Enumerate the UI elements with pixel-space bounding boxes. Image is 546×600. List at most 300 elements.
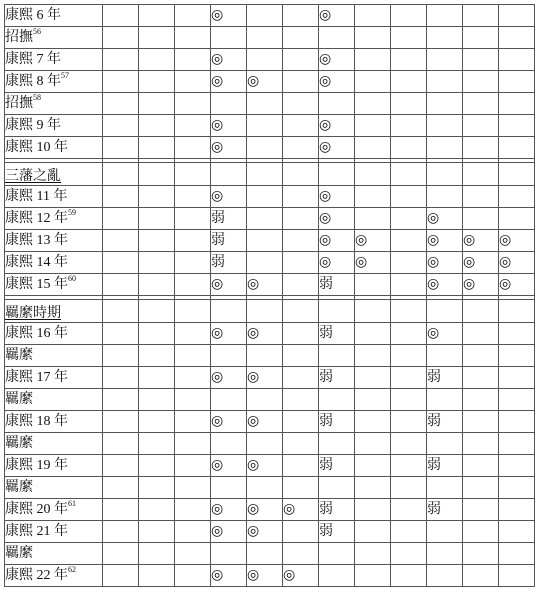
empty-cell (139, 208, 175, 230)
table-row (5, 411, 535, 433)
empty-cell (355, 389, 391, 411)
empty-cell (139, 163, 175, 186)
empty-cell (247, 186, 283, 208)
mark-cell: 弱 (427, 367, 463, 389)
empty-cell (391, 433, 427, 455)
empty-cell (319, 565, 355, 587)
empty-cell (175, 252, 211, 274)
empty-cell (175, 455, 211, 477)
empty-cell (247, 345, 283, 367)
mark-cell: ◎ (463, 274, 499, 296)
table-row (5, 499, 535, 521)
empty-cell (391, 137, 427, 159)
row-label-cell (5, 411, 103, 433)
empty-cell (103, 71, 139, 93)
empty-cell (355, 274, 391, 296)
empty-cell (103, 49, 139, 71)
table-row (5, 230, 535, 252)
empty-cell (139, 71, 175, 93)
empty-cell (355, 115, 391, 137)
mark-cell: ◎ (499, 230, 535, 252)
empty-cell (283, 137, 319, 159)
empty-cell (139, 565, 175, 587)
mark-cell: ◎ (283, 499, 319, 521)
empty-cell (139, 323, 175, 345)
empty-cell (499, 163, 535, 186)
row-label-cell (5, 565, 103, 587)
empty-cell (499, 389, 535, 411)
empty-cell (103, 93, 139, 115)
mark-cell: ◎ (247, 521, 283, 543)
table-row (5, 137, 535, 159)
empty-cell (427, 565, 463, 587)
row-label-cell (5, 323, 103, 345)
empty-cell (139, 137, 175, 159)
footnote-ref: 60 (68, 273, 76, 283)
mark-cell: ◎ (283, 565, 319, 587)
mark-cell: ◎ (319, 5, 355, 27)
empty-cell (247, 477, 283, 499)
empty-cell (175, 345, 211, 367)
empty-cell (499, 345, 535, 367)
empty-cell (103, 163, 139, 186)
empty-cell (103, 208, 139, 230)
row-label-cell (5, 71, 103, 93)
empty-cell (499, 433, 535, 455)
table-body (5, 5, 535, 587)
row-label-cell (5, 27, 103, 49)
empty-cell (283, 93, 319, 115)
table-row (5, 252, 535, 274)
empty-cell (103, 137, 139, 159)
row-label-cell (5, 5, 103, 27)
empty-cell (355, 5, 391, 27)
row-label: 康熙 19 年 (5, 457, 68, 473)
row-label-cell (5, 208, 103, 230)
empty-cell (139, 477, 175, 499)
row-label: 康熙 8 年 (5, 73, 61, 89)
empty-cell (103, 499, 139, 521)
section-heading: 三藩之亂 (5, 169, 61, 184)
row-label: 康熙 17 年 (5, 369, 68, 385)
empty-cell (391, 300, 427, 323)
empty-cell (283, 186, 319, 208)
empty-cell (139, 49, 175, 71)
mark-cell: ◎ (427, 274, 463, 296)
empty-cell (391, 49, 427, 71)
table-row (5, 477, 535, 499)
empty-cell (175, 208, 211, 230)
empty-cell (247, 27, 283, 49)
empty-cell (175, 411, 211, 433)
mark-cell: 弱 (319, 411, 355, 433)
empty-cell (463, 477, 499, 499)
mark-cell: ◎ (463, 230, 499, 252)
empty-cell (283, 411, 319, 433)
row-label: 康熙 10 年 (5, 139, 68, 155)
footnote-ref: 58 (33, 92, 41, 102)
empty-cell (355, 71, 391, 93)
empty-cell (175, 27, 211, 49)
mark-cell: ◎ (427, 323, 463, 345)
mark-cell: ◎ (211, 49, 247, 71)
mark-cell: ◎ (211, 5, 247, 27)
row-label-cell (5, 499, 103, 521)
empty-cell (247, 300, 283, 323)
empty-cell (175, 93, 211, 115)
empty-cell (463, 323, 499, 345)
empty-cell (139, 521, 175, 543)
empty-cell (463, 543, 499, 565)
empty-cell (391, 565, 427, 587)
empty-cell (499, 565, 535, 587)
empty-cell (211, 300, 247, 323)
empty-cell (103, 477, 139, 499)
empty-cell (355, 186, 391, 208)
empty-cell (355, 565, 391, 587)
empty-cell (391, 230, 427, 252)
empty-cell (391, 543, 427, 565)
empty-cell (247, 5, 283, 27)
empty-cell (139, 367, 175, 389)
empty-cell (103, 543, 139, 565)
row-label: 康熙 12 年 (5, 210, 68, 226)
empty-cell (463, 389, 499, 411)
empty-cell (103, 565, 139, 587)
empty-cell (103, 230, 139, 252)
table-row (5, 367, 535, 389)
empty-cell (463, 137, 499, 159)
mark-cell: ◎ (247, 499, 283, 521)
empty-cell (463, 27, 499, 49)
mark-cell: 弱 (211, 252, 247, 274)
mark-cell: ◎ (499, 274, 535, 296)
empty-cell (355, 49, 391, 71)
mark-cell: ◎ (355, 230, 391, 252)
empty-cell (283, 163, 319, 186)
empty-cell (283, 455, 319, 477)
mark-cell: ◎ (211, 367, 247, 389)
empty-cell (499, 49, 535, 71)
empty-cell (391, 5, 427, 27)
row-label-cell (5, 367, 103, 389)
empty-cell (427, 433, 463, 455)
empty-cell (319, 93, 355, 115)
empty-cell (463, 163, 499, 186)
mark-cell: ◎ (211, 186, 247, 208)
row-label-cell (5, 186, 103, 208)
empty-cell (211, 477, 247, 499)
row-label: 羈縻 (5, 435, 33, 451)
empty-cell (283, 27, 319, 49)
mark-cell: 弱 (319, 455, 355, 477)
empty-cell (499, 411, 535, 433)
row-label-cell (5, 455, 103, 477)
empty-cell (175, 49, 211, 71)
section-heading-cell (5, 163, 103, 186)
empty-cell (355, 300, 391, 323)
empty-cell (139, 433, 175, 455)
empty-cell (427, 477, 463, 499)
footnote-ref: 57 (61, 70, 69, 80)
mark-cell: ◎ (319, 208, 355, 230)
empty-cell (427, 115, 463, 137)
empty-cell (139, 411, 175, 433)
row-label-cell (5, 274, 103, 296)
row-label: 康熙 14 年 (5, 254, 68, 270)
empty-cell (283, 389, 319, 411)
empty-cell (139, 543, 175, 565)
empty-cell (319, 477, 355, 499)
empty-cell (247, 137, 283, 159)
mark-cell: 弱 (319, 323, 355, 345)
empty-cell (139, 93, 175, 115)
table-row (5, 455, 535, 477)
empty-cell (175, 367, 211, 389)
empty-cell (427, 27, 463, 49)
mark-cell: 弱 (427, 499, 463, 521)
empty-cell (283, 49, 319, 71)
table-row (5, 93, 535, 115)
empty-cell (103, 323, 139, 345)
empty-cell (247, 115, 283, 137)
empty-cell (463, 521, 499, 543)
empty-cell (499, 5, 535, 27)
empty-cell (355, 163, 391, 186)
empty-cell (499, 323, 535, 345)
empty-cell (355, 411, 391, 433)
empty-cell (355, 477, 391, 499)
table-row (5, 71, 535, 93)
empty-cell (427, 5, 463, 27)
empty-cell (499, 367, 535, 389)
empty-cell (103, 411, 139, 433)
mark-cell: 弱 (319, 367, 355, 389)
mark-cell: ◎ (319, 252, 355, 274)
empty-cell (355, 433, 391, 455)
empty-cell (283, 433, 319, 455)
empty-cell (103, 389, 139, 411)
empty-cell (175, 230, 211, 252)
table-row (5, 186, 535, 208)
row-label-cell (5, 252, 103, 274)
empty-cell (247, 208, 283, 230)
empty-cell (103, 300, 139, 323)
empty-cell (427, 186, 463, 208)
mark-cell: ◎ (247, 71, 283, 93)
row-label-cell (5, 477, 103, 499)
empty-cell (139, 252, 175, 274)
empty-cell (499, 71, 535, 93)
mark-cell: ◎ (211, 499, 247, 521)
empty-cell (463, 411, 499, 433)
empty-cell (391, 71, 427, 93)
table-row (5, 345, 535, 367)
empty-cell (499, 499, 535, 521)
table-row (5, 565, 535, 587)
mark-cell: ◎ (427, 208, 463, 230)
empty-cell (499, 300, 535, 323)
empty-cell (175, 521, 211, 543)
empty-cell (463, 565, 499, 587)
empty-cell (283, 345, 319, 367)
empty-cell (355, 93, 391, 115)
empty-cell (139, 186, 175, 208)
empty-cell (283, 71, 319, 93)
empty-cell (211, 27, 247, 49)
empty-cell (103, 521, 139, 543)
row-label: 康熙 16 年 (5, 325, 68, 341)
table-row (5, 27, 535, 49)
section-heading-cell (5, 300, 103, 323)
mark-cell: 弱 (319, 274, 355, 296)
row-label-cell (5, 230, 103, 252)
empty-cell (139, 230, 175, 252)
section-heading-row (5, 163, 535, 186)
empty-cell (463, 345, 499, 367)
empty-cell (211, 163, 247, 186)
empty-cell (391, 477, 427, 499)
empty-cell (175, 274, 211, 296)
empty-cell (247, 49, 283, 71)
empty-cell (175, 565, 211, 587)
empty-cell (175, 433, 211, 455)
empty-cell (355, 345, 391, 367)
empty-cell (391, 499, 427, 521)
empty-cell (211, 93, 247, 115)
mark-cell: ◎ (211, 71, 247, 93)
table-row (5, 389, 535, 411)
empty-cell (247, 93, 283, 115)
row-label-cell (5, 345, 103, 367)
row-label: 康熙 15 年 (5, 276, 68, 292)
empty-cell (103, 252, 139, 274)
empty-cell (463, 186, 499, 208)
empty-cell (211, 543, 247, 565)
empty-cell (103, 433, 139, 455)
row-label: 招撫 (5, 95, 33, 111)
row-label: 招撫 (5, 29, 33, 45)
mark-cell: ◎ (211, 274, 247, 296)
empty-cell (247, 543, 283, 565)
mark-cell: 弱 (427, 411, 463, 433)
empty-cell (391, 274, 427, 296)
empty-cell (319, 433, 355, 455)
table-row (5, 115, 535, 137)
empty-cell (175, 5, 211, 27)
empty-cell (283, 230, 319, 252)
empty-cell (211, 345, 247, 367)
mark-cell: 弱 (211, 230, 247, 252)
empty-cell (319, 389, 355, 411)
mark-cell: ◎ (319, 186, 355, 208)
table-row (5, 49, 535, 71)
empty-cell (103, 345, 139, 367)
row-label: 康熙 6 年 (5, 7, 61, 23)
empty-cell (283, 208, 319, 230)
mark-cell: ◎ (211, 455, 247, 477)
mark-cell: ◎ (247, 411, 283, 433)
mark-cell: ◎ (319, 49, 355, 71)
footnote-ref: 62 (68, 564, 76, 574)
empty-cell (139, 455, 175, 477)
table-row (5, 208, 535, 230)
mark-cell: ◎ (211, 137, 247, 159)
empty-cell (427, 345, 463, 367)
section-heading-row (5, 300, 535, 323)
empty-cell (283, 323, 319, 345)
empty-cell (391, 411, 427, 433)
empty-cell (355, 137, 391, 159)
mark-cell: ◎ (319, 230, 355, 252)
empty-cell (211, 389, 247, 411)
empty-cell (427, 137, 463, 159)
empty-cell (499, 543, 535, 565)
empty-cell (463, 5, 499, 27)
empty-cell (391, 93, 427, 115)
mark-cell: ◎ (247, 274, 283, 296)
empty-cell (175, 186, 211, 208)
empty-cell (391, 27, 427, 49)
mark-cell: 弱 (427, 455, 463, 477)
mark-cell: ◎ (211, 411, 247, 433)
empty-cell (427, 163, 463, 186)
empty-cell (139, 115, 175, 137)
empty-cell (139, 345, 175, 367)
empty-cell (247, 389, 283, 411)
footnote-ref: 61 (68, 498, 76, 508)
table-row (5, 543, 535, 565)
empty-cell (499, 93, 535, 115)
empty-cell (103, 367, 139, 389)
empty-cell (463, 367, 499, 389)
empty-cell (391, 323, 427, 345)
empty-cell (247, 433, 283, 455)
row-label: 康熙 9 年 (5, 117, 61, 133)
empty-cell (103, 115, 139, 137)
table-row (5, 5, 535, 27)
empty-cell (103, 27, 139, 49)
mark-cell: 弱 (211, 208, 247, 230)
row-label: 康熙 22 年 (5, 567, 68, 583)
mark-cell: ◎ (211, 115, 247, 137)
mark-cell: ◎ (211, 565, 247, 587)
row-label: 羈縻 (5, 347, 33, 363)
row-label: 康熙 11 年 (5, 188, 68, 204)
empty-cell (355, 455, 391, 477)
mark-cell: ◎ (247, 565, 283, 587)
empty-cell (175, 163, 211, 186)
empty-cell (499, 137, 535, 159)
empty-cell (427, 49, 463, 71)
empty-cell (463, 115, 499, 137)
empty-cell (139, 499, 175, 521)
chronology-table (4, 4, 535, 587)
mark-cell: ◎ (463, 252, 499, 274)
empty-cell (391, 252, 427, 274)
empty-cell (391, 208, 427, 230)
empty-cell (355, 367, 391, 389)
row-label-cell (5, 137, 103, 159)
row-label: 康熙 7 年 (5, 51, 61, 67)
row-label-cell (5, 389, 103, 411)
empty-cell (391, 389, 427, 411)
empty-cell (175, 543, 211, 565)
empty-cell (499, 455, 535, 477)
mark-cell: ◎ (499, 252, 535, 274)
empty-cell (283, 477, 319, 499)
mark-cell: ◎ (247, 455, 283, 477)
